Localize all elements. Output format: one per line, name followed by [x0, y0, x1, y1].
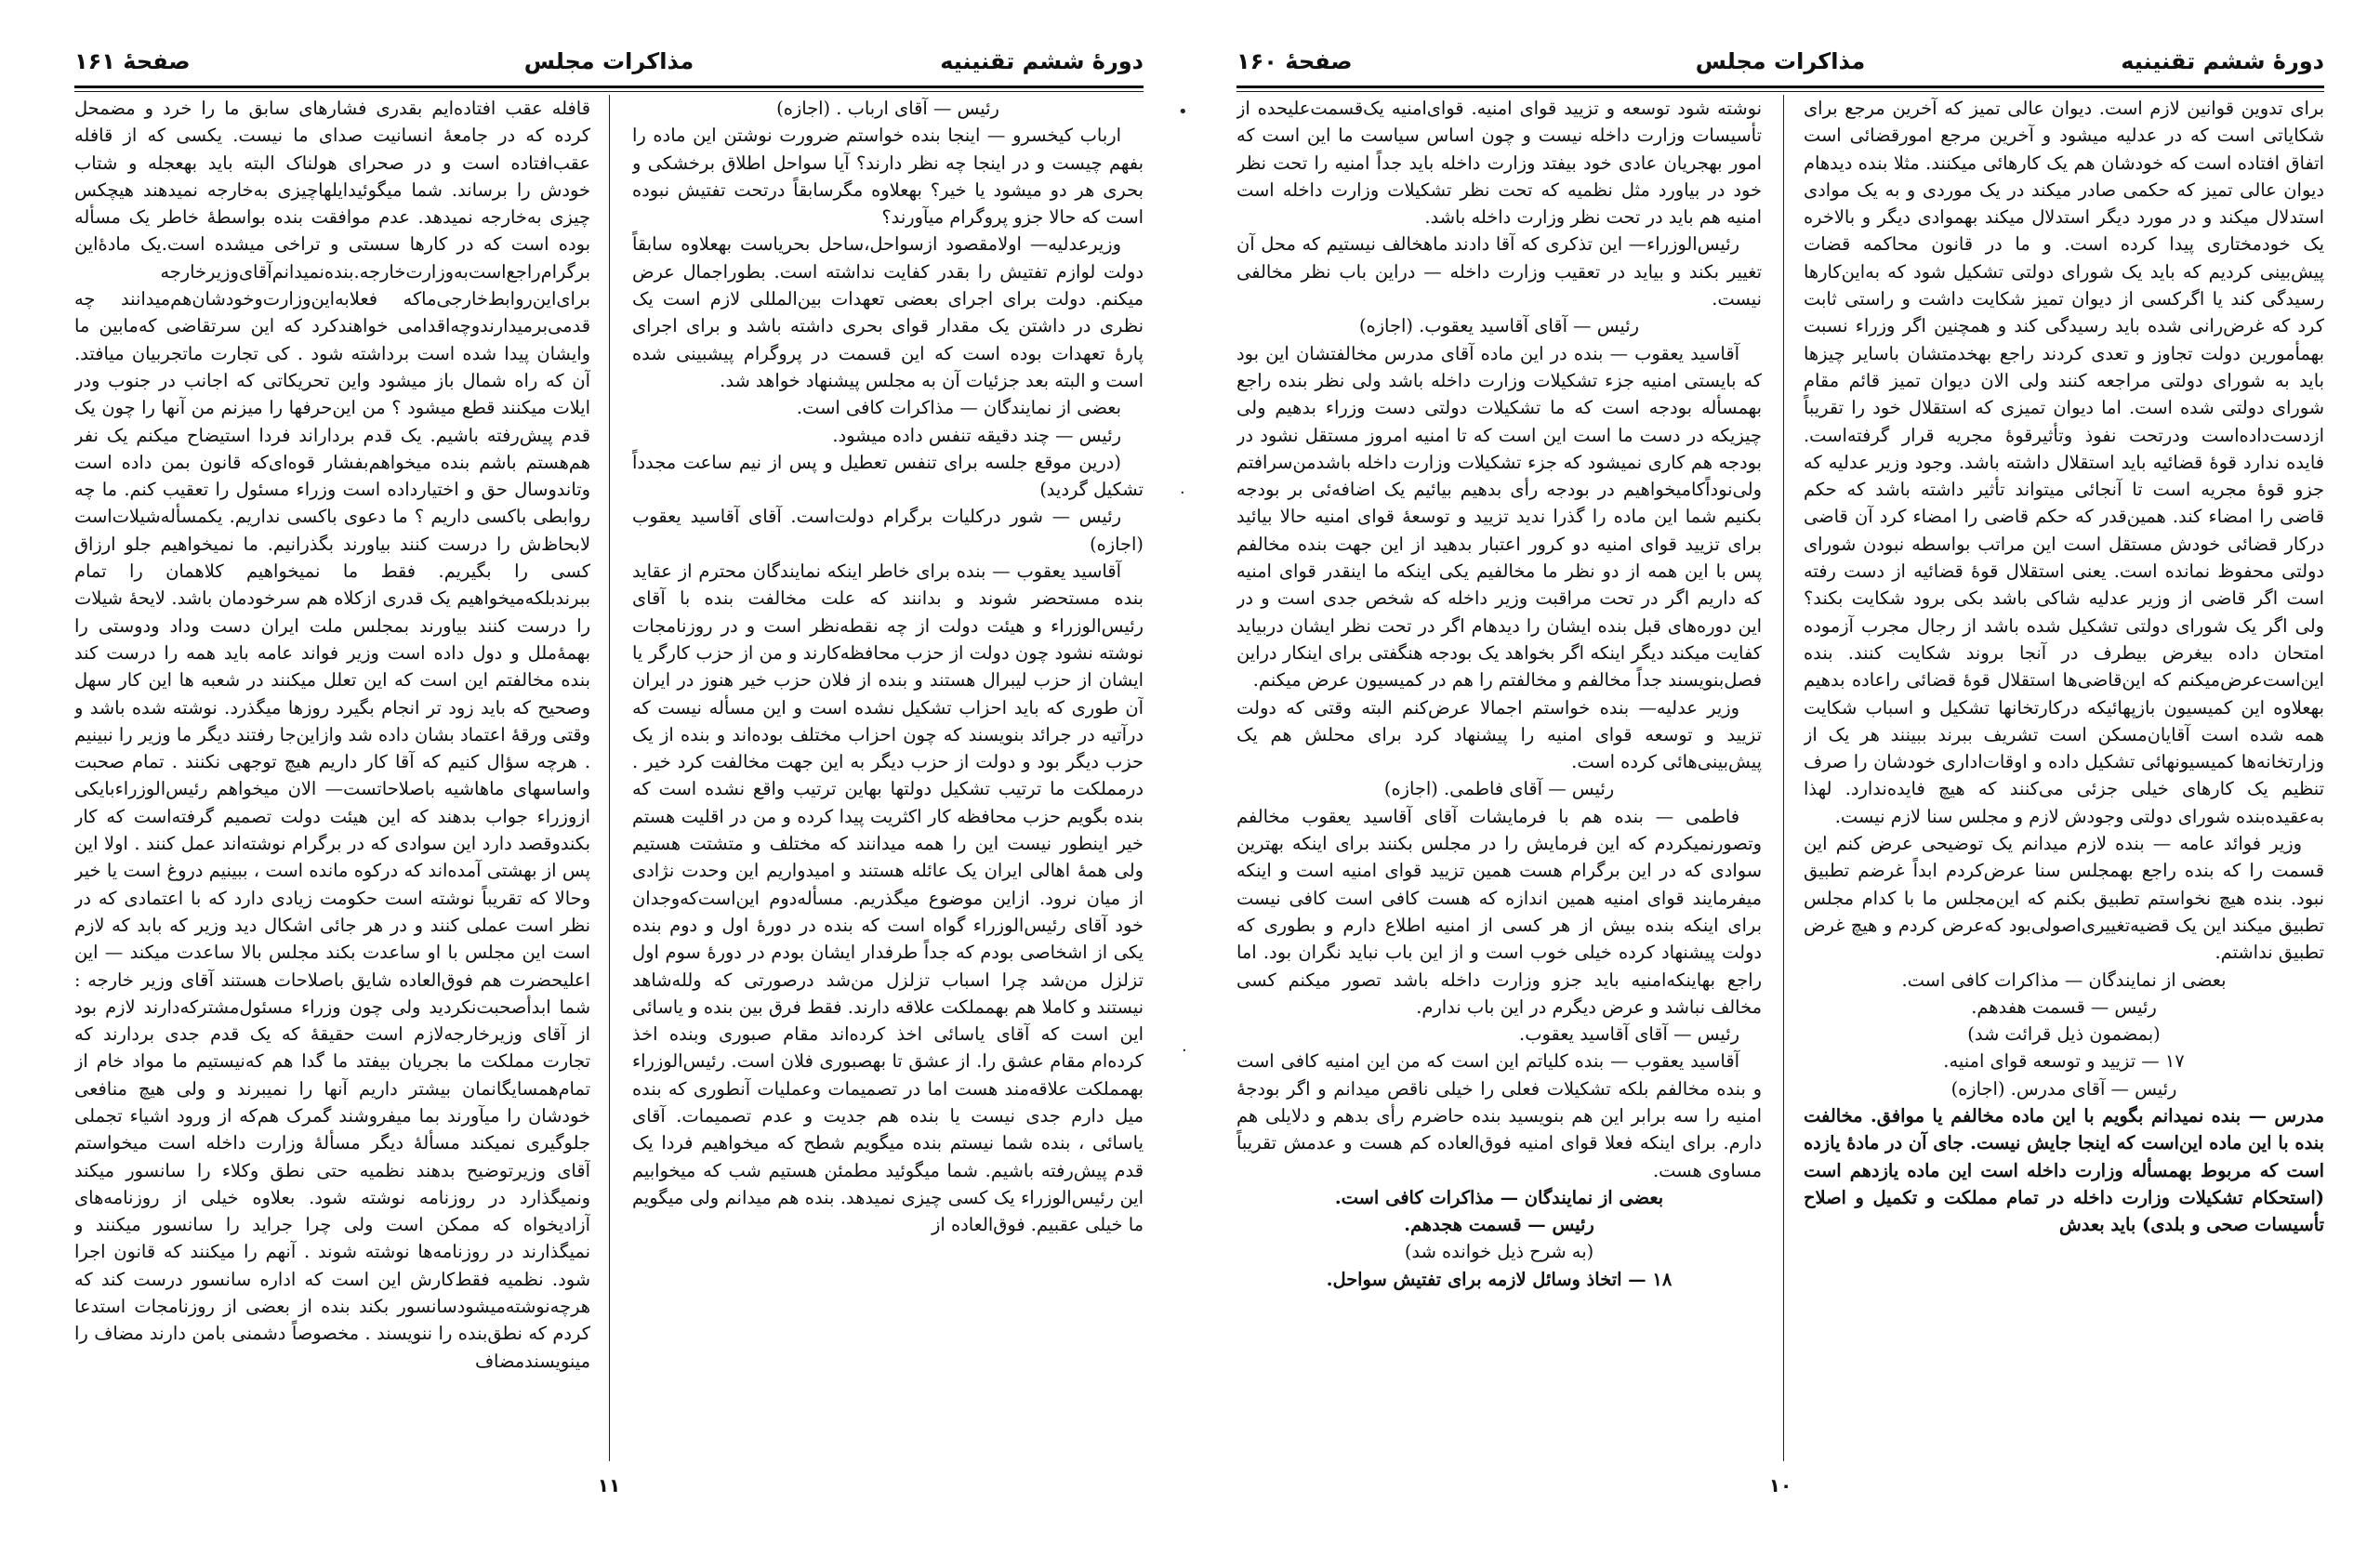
- header-rule: [74, 86, 1144, 88]
- paragraph: برای تدوین قوانین لازم است. دیوان عالی تمیز که آخرین مرجع برای شکایاتی است که در عدلیه میشود و آخرین مرجع امورقضائی است اتفاق افتاده است که خودشان هم یک کارهائی میکنند. مثلا بنده دیدهام دیوان عالی تمیز که حکمی صادر میکند در یک موردی و به یک موادی استدلال میکند و در مورد دیگر استدلال میکند بهموادی دیگر و بالاخره یک خودمختاری پیدا کرده است. و ما در قانون محاکمه قضات پیش‌بینی کردیم که باید یک شورای دولتی تشکیل شود که به‌این‌کارها رسیدگی کند یا اگرکسی از دیوان تمیز شکایت داشت و راستی ثابت کرد که غرض‌رانی شده باید رسیدگی کند و همچنین اگر وزراء نسبت بهمأمورین دولت تجاوز و تعدی کردند راجع بهخدمتشان باسایر چیزها باید به شورای دولتی مراجعه کنند ولی الان دیوان تمیز قائم مقام شورای دولتی شده است. اما دیوان تمیزی که استقلال خود را تقریباً ازدست‌داده‌است ودرتحت نفوذ وتأثیرقوهٔ مجریه قرار گرفته‌است. فایده ندارد قوهٔ قضائیه باید استقلال داشته باشد. وجود وزیر عدلیه که جزو قوهٔ مجریه است تا آنجائی میتواند تأثیر داشته باشد که حکم قاضی را امضاء کند. همین‌قدر که حکم قاضی را امضاء کرد آن قاضی درکار قضائی خودش مستقل است این مراتب بواسطه نبودن شورای دولتی محفوظ نمانده است. یعنی استقلال قوهٔ قضائیه از دست رفته است اگر قاضی از وزیر عدلیه شاکی باشد بکی برود شکایت بکند؟ ولی اگر یک شورای دولتی تشکیل شده باشد از رجال مجرب آزموده امتحان داده بیغرض بیطرف در آنجا بروند شکایت کنند. بنده این‌است‌عرض‌میکنم که این‌قاضی‌ها استقلال قوهٔ قضائی راعاده بدهیم بهعلاوه این کمیسیون بازپهائیکه درکارتخانها تشکیل و اسباب شکایت همه شده است آقایان‌مسکن است تشریف ببرند ببینند هر یک از وزارتخانه‌ها کمیسیونهائی تشکیل داده و اوقات‌اداری خودشان را صرف تنظیم یک کارهای خیلی جزئی می‌کنند که هیچ فایده‌ندارد. لهذا به‌عقیده‌بنده شورای دولتی وجودش لازم و مجلس سنا لازم نیست.: [1804, 98, 2324, 827]
- margin-mark: •: [1178, 102, 1188, 122]
- paragraph: آقاسید یعقوب — بنده در این ماده آقای مدرس مخالفتشان این بود که بایستی امنیه جزء تشکیلات وزارت داخله باشد ولی نظر بنده راجع بهمسأله بودجه است که ما تشکیلات دولتی دست وزراء بدهیم ولی چیزیکه در دست ما است این است که تا امنیه امروز مستقل نشود در بودجه هم کاری نمیشود که جزء تشکیلات وزارت داخله باشد‌من‌سرافتم ولی‌نوداً‌کامیخواهیم در بودجه رأی بدهیم بیائیم یک اضافه‌ئی بر بودجه بکنیم شما این ماده را گذرا ندید تزیید و توسعهٔ قوای امنیه حالا بیائید برای تزیید قوای امنیه دو کرور اعتبار بدهید از این جهت بنده مخالفم پس با این همه از دو نظر ما مخالفیم یکی اینکه ما اینقدر قوای امنیه که داریم اگر در تحت مراقبت وزیر داخله که شخص جدی است و در این دوره‌های قبل بنده ایشان را دیدهام اگر در تحت نظر ایشان دربیاید کفایت میکند دیگر اینکه اگر بخواهد یک بودجه هنگفتی برای اینکار دراین فصل‌بنویسند جداً مخالفم و مخالفتم را هم در کمیسیون عرض میکنم.: [1236, 342, 1762, 692]
- paragraph: رئیس — آقای مدرس. (اجازه): [1950, 1077, 2177, 1100]
- book-gutter: [1176, 0, 1204, 1542]
- paragraph: فاطمی — بنده هم با فرمایشات آقای آقاسید یعقوب مخالفم وتصورنمیکردم که این فرمایش را در مجلس بکنند برای اینکه بهترین سوادی که در این برگرام هست همین تزیید قوای امنیه است و اینکه میفرمایند قوای امنیه همین اندازه که هست کافی است کافی نیست برای اینکه بنده بیش از هر کسی از امنیه اطلاع دارم و بطوری که دولت پیشنهاد کرده خیلی خوب است و از این باب نباید نگران بود. اما راجع بهاینکه‌امنیه باید جزو وزارت داخله باشد تصور میکنم کسی مخالف نباشد و عرض دیگرم در این باب ندارم.: [1236, 805, 1762, 1018]
- header-title: مذاکرات مجلس: [1695, 48, 1866, 74]
- page-header: [1236, 37, 2324, 82]
- column-divider: [609, 95, 610, 1461]
- text-column-left: [1236, 95, 1762, 1461]
- text-column-left: [74, 95, 590, 1461]
- paragraph: رئیس — آقای فاطمی. (اجازه): [1383, 778, 1615, 800]
- paragraph: رئیس — آقای آقاسید یعقوب. (اجازه): [1358, 315, 1640, 337]
- header-page-number: صفحهٔ ۱۶۱: [74, 48, 191, 74]
- text-column-right: [1804, 95, 2324, 1461]
- paragraph: (بمضمون ذیل قرائت شد): [1967, 1023, 2161, 1046]
- paragraph: (به شرح ذیل خوانده شد): [1404, 1241, 1594, 1263]
- right-page: [1236, 37, 2324, 1524]
- paragraph: قافله عقب افتاده‌ایم بقدری فشارهای سابق ما را خرد و مضمحل کرده که در جامعهٔ انسانیت صدای ما نیست. یکسی که از قافله عقب‌افتاده است و در صحرای هولناک البته باید بهعجله و شتاب خودش را برساند. شما میگوئیدایلهاچیزی به‌خارجه نمیدهند هیچکس چیزی به‌خارجه نمیدهد. عدم موافقت بنده بواسطهٔ خاطر یک مسأله بوده است که در کارها سستی و تراخی میشده است.یک مادهٔ‌این برگرام‌راجع‌است‌به‌وزارت‌خارجه.بنده‌نمیدانم‌آقای‌وزیرخارجه برای‌این‌روابط‌خارجی‌ماکه فعلا‌به‌این‌وزارت‌و‌خودشان‌هم‌میدانند چه قدمی‌برمیدارند‌وچه‌اقدامی خواهند‌کرد که این سرتقاضی که‌مابین ما وایشان پیدا شده است برداشته شود . کی تجارت ماتجربیان میافتد. آن که راه شمال باز میشود واین تحریکاتی که اجانب در جنوب ودر ایلات میکنند قطع میشود ؟ من این‌حرفها را میزنم من آنها را چون یک قدم پیش‌رفته باشیم. یک قدم برداراند فردا استیضاح میکنم یک نفر هم‌هستم باشم بنده میخواهم‌بفشار قوه‌ای‌که قانون بمن داده است وتاندوسال حق و اختیارداده است وزراء مسئول را تعقیب کنم. ما چه روابطی باکسی داریم ؟ ما دعوی باکسی نداریم. یکمسأله‌شیلات‌است لابحاظ‌ش را درست کنند بیاورند بگذرانیم. ما نمیخواهیم جلو ارزاق کسی را بگیریم. فقط ما نمیخواهیم کلاهمان را تمام ببرندبلکه‌میخواهیم یک قدری ازکلاه هم سرخودمان باشد. لایحهٔ شیلات را درست کنند بیاورند بمجلس ملت ایران دست وداد ودوستی را بهمهٔ‌ملل و دول داده است وزیر فواند عامه باید همه را درست کند بنده مخالفتم این است که این تعلل میکنند در شعبه ها این کار سهل وصحیح که باید زود تر انجام بگیرد روزها میگذرد. نوشته شده باشد و وقتی ورقهٔ اعتماد بشان داده شد وازاین‌جا رفتند دیگر ما وزیر را نبینیم . هرچه سؤال کنیم که آقا کار داریم هیچ توجهی نکنند . تمام صحبت واساسهای ما‌هاشیه باصلاحاتست— الان میخواهم رئیس‌الوزراءبایکی ازوزراء جواب بدهند که این هیئت دولت تصمیم گرفته‌است که کار بکند‌وقصد دارد این سوادی که در برگرام نوشته‌اند عمل کنند . اولا این پس از بهشتی آمده‌اند که درکوه مانده است ، ببینیم دروغ است یا خیر وحالا که تقریباً نوشته است حکومت زیادی دارد که با اعتمادی که در نظر است عملی کنند و در هر جائی اشکال دید وزیر که بابد که لازم است این مجلس با او ساعدت بکند مجلس بالا ساعدت میکند — این اعلیحضرت هم فوق‌العاده شایق باصلاحات هستند آقای وزیر خارجه : شما ابدأصحبت‌نکردید ولی چون وزراء مسئول‌مشترکه‌دارند لازم بود از آقای وزیرخارجه‌لازم است حقیقهٔ که یک قدم جدی بردارند که تجارت مملکت ما بجریان بیفتد ما گدا هم که‌نیستیم ما مواد خام از تمام‌همسایگانمان بیشتر داریم آنها را نمیبرند و ولی هیچ منافعی خودشان را میآورند بما میفروشند گمرک هم‌که از ورود اشیاء تجملی جلوگیری نمیکند مسألهٔ دیگر مسألهٔ وزارت داخله است میخواستم آقای وزیرتوضیح بدهند نظمیه حتی نطق وکلاء را سانسور میکند ونمیگذارد در روزنامه نوشته شود. بعلاوه خیلی از روزنامه‌های آزادیخواه که ممکن است ولی چرا جراید را سانسور میکنند و نمیگذارند در روزنامه‌ها نوشته شوند . آنهم را میکنند که قانون اجرا شود. نظمیه فقط‌کارش این است که اداره سانسور درست کند که هر‌چه‌نوشته‌میشودسانسور بکند بنده از بعضی از روزنامجات استدعا کردم که نطق‌بنده را ننویسند . مخصوصاً دشمنی بامن دارند مضاف را مینویسندمضاف: [74, 98, 590, 1372]
- header-title: مذاکرات مجلس: [523, 48, 694, 74]
- paragraph: آقاسید یعقوب — بنده برای خاطر اینکه نمایندگان محترم از عقاید بنده مستحضر شوند و بدانند که علت مخالفت بنده با آقای رئیس‌الوزراء و هیئت دولت از چه نقطه‌نظر است و در روزنامجات نوشته نشود چون دولت از حزب محافظه‌کارند و من از حزب کارگر یا ایشان از حزب لیبرال هستند و بنده از فلان حزب خیر هنوز در ایران آن طوری که باید احزاب تشکیل نشده است و این مسأله نیست که درآتیه در جرائد بنویسند که چون احزاب مختلف بوده‌اند و بنده از یک حزب دیگر بود و دولت از حزب دیگر به این جهت مخالفت کرد خیر . درمملکت ما ترتیب تشکیل دولتها بهاین ترتیب واقع نشده است که بنده بگویم حزب محافظه کار اکثریت پیدا کرده و من در اقلیت هستم خیر اینطور نیست این را همه میدانند که مختلف و متشتت هستیم ولی همهٔ اهالی ایران یک عائله هستند و امیدواریم این وحدت نژادی از میان نرود. ازاین موضوع میگذریم. مسأله‌دوم این‌است‌که‌وجدان خود آقای رئیس‌الوزراء گواه است که بنده در دورهٔ اول و دوم بنده یکی از اشخاصی بودم که جداً طرفدار ایشان بودم در دورهٔ سوم اول تزلزل من‌شد چرا اسباب تزلزل من‌شد درصورتی که ولله‌شاهد نیستند و کاملا هم بهمملکت علاقه دارند. فقط فرق بین بنده و یاسائی این است که آقای یاسائی اخذ کرده‌اند مقام صبوری وبنده اخذ کرده‌ام مقام عشق را. از عشق تا بهصبوری فلان است. رئیس‌الوزراء بهمملکت علاقه‌مند هست اما در تصمیمات وعملیات آنطوری که بنده میل دارم جدی نیست یا بنده هم جدیت و عدم تصمیمات. آقای یاسائی ، بنده شما نیستم بنده میگویم شطح که میخواهیم فردا یک قدم پیش‌رفته باشیم. شما میگوئید مطمئن هستیم شب که میخوابیم این رئیس‌الوزراء یک کسی چیزی نمیدهد. بنده هم میدانم ولی میگویم ما خیلی عقبیم. فوق‌العاده از: [632, 560, 1144, 1236]
- paragraph: آقاسید یعقوب — بنده کلیاتم این است که من این امنیه کافی است و بنده مخالفم بلکه تشکیلات فعلی را خیلی ناقص میدانم و اگر بودجهٔ امنیه را سه برابر این هم بنویسید بنده حاضرم رأی بدهم و دلایلی هم دارم. برای اینکه فعلا قوای امنیه فوق‌العاده کم هست و عدمش تقریباً مساوی هست.: [1236, 1050, 1762, 1181]
- header-session: دورهٔ ششم تقنینیه: [2121, 48, 2324, 74]
- paragraph: رئیس‌الوزراء— این تذکری که آقا دادند ماهخالف نیستیم که محل آن تغییر بکند و بیاید در تعقیب وزارت داخله — دراین باب نظر مخالفی نیست.: [1236, 233, 1762, 310]
- paragraph: رئیس — آقای ارباب . (اجازه): [776, 98, 999, 119]
- paragraph: ارباب کیخسرو — اینجا بنده خواستم ضرورت نوشتن این ماده را بفهم چیست و در اینجا چه نظر دارند؟ آیا سواحل اطلاق برخشکی و بحری هر دو میشود یا خیر؟ بهعلاوه مگرسابقاً درتحت تفتیش نبوده است که حالا جزو پروگرام میآورند؟: [632, 125, 1144, 229]
- paragraph: نوشته شود توسعه و تزیید قوای امنیه. قوای‌امنیه یک‌قسمت‌علیحده از تأسیسات وزارت داخله نیست و چون اساس سیاست ما این است که امور بهجریان عادی خود بیفتد وزارت داخله باید جداً امنیه را تحت نظر خود در بیاورد مثل نظمیه که تحت نظر تشکیلات وزارت داخله است امنیه هم باید در تحت نظر وزارت داخله باشد.: [1236, 98, 1762, 229]
- folio-number: ۱۱: [597, 1474, 621, 1496]
- header-page-number: صفحهٔ ۱۶۰: [1236, 48, 1353, 74]
- paragraph: بعضی از نمایندگان — مذاکرات کافی است.: [1901, 969, 2227, 991]
- paragraph: رئیس — قسمت هفدهم.: [1971, 995, 2157, 1018]
- paragraph: بعضی از نمایندگان — مذاکرات کافی است.: [796, 397, 1121, 419]
- header-session: دورهٔ ششم تقنینیه: [940, 48, 1144, 74]
- paragraph: رئیس — قسمت هجدهم.: [1404, 1214, 1594, 1236]
- paragraph: (درین موقع جلسه برای تنفس تعطیل و پس از نیم ساعت مجدداً تشکیل گردید): [632, 451, 1144, 501]
- folio-number: ۱۰: [1768, 1474, 1792, 1496]
- header-rule: [1236, 86, 2324, 88]
- paragraph: رئیس — آقای آقاسید یعقوب.: [1519, 1023, 1739, 1046]
- text-column-right: [632, 95, 1144, 1461]
- margin-mark: ·: [1182, 1041, 1187, 1061]
- paragraph: ۱۸ — اتخاذ وسائل لازمه برای تفتیش سواحل.: [1326, 1268, 1673, 1290]
- paragraph: وزیر فوائد عامه — بنده لازم میدانم یک توضیحی عرض کنم این قسمت را که بنده راجع بهمجلس سنا عرض‌کردم ابداً غرضم تطبیق نبود. بنده هیچ نخواستم تطبیق بکنم که این‌مجلس ما با کدام مجلس تطبیق میکند این یک قضیه‌تغییری‌اصولی‌بود که‌عرض کردم و هیچ غرض تطبیق نداشتم.: [1804, 833, 2324, 964]
- margin-mark: ·: [1180, 483, 1185, 503]
- paragraph: ۱۷ — تزیید و توسعه قوای امنیه.: [1943, 1050, 2185, 1073]
- column-divider: [1783, 95, 1784, 1461]
- page-header: [74, 37, 1144, 82]
- paragraph: رئیس — چند دقیقه تنفس داده میشود.: [832, 424, 1121, 446]
- paragraph: وزیر عدلیه— بنده خواستم اجمالا عرض‌کنم البته وقتی که دولت تزیید و توسعه قوای امنیه را پیشنهاد کرد برای محلش هم یک پیش‌بینی‌هائی کرده است.: [1236, 696, 1762, 773]
- paragraph: مدرس — بنده نمیدانم بگویم با این ماده مخالفم یا موافق. مخالفت بنده با این ماده این‌است که اینجا جایش نیست. جای آن در مادهٔ یازده است که مربوط بهمسأله وزارت داخله است این ماده یازدهم است (استحکام تشکیلات وزارت داخله در تمام مملکت و تکمیل و اصلاح تأسیسات صحی و بلدی) باید بعدش: [1804, 1104, 2324, 1236]
- paragraph: بعضی از نمایندگان — مذاکرات کافی است.: [1334, 1186, 1664, 1208]
- paragraph: وزیرعدلیه— اولامقصود ازسواحل،ساحل بحریاست بهعلاوه سابقاً دولت لوازم تفتیش را بقدر کفایت نداشته است. بطوراجمال عرض میکنم. دولت برای اجرای بعضی تعهدات بین‌المللی لازم است یک نظری در داشتن یک مقدار قوای بحری داشته باشد و برای اجرای پارهٔ تعهدات بوده است که این قسمت در پروگرام پیشبینی شده است و البته بعد جزئیات آن به مجلس پیشنهاد خواهد شد.: [632, 233, 1144, 391]
- paragraph: رئیس — شور درکلیات برگرام دولت‌است. آقای آقاسید یعقوب (اجازه): [632, 506, 1144, 555]
- left-page: [74, 37, 1144, 1524]
